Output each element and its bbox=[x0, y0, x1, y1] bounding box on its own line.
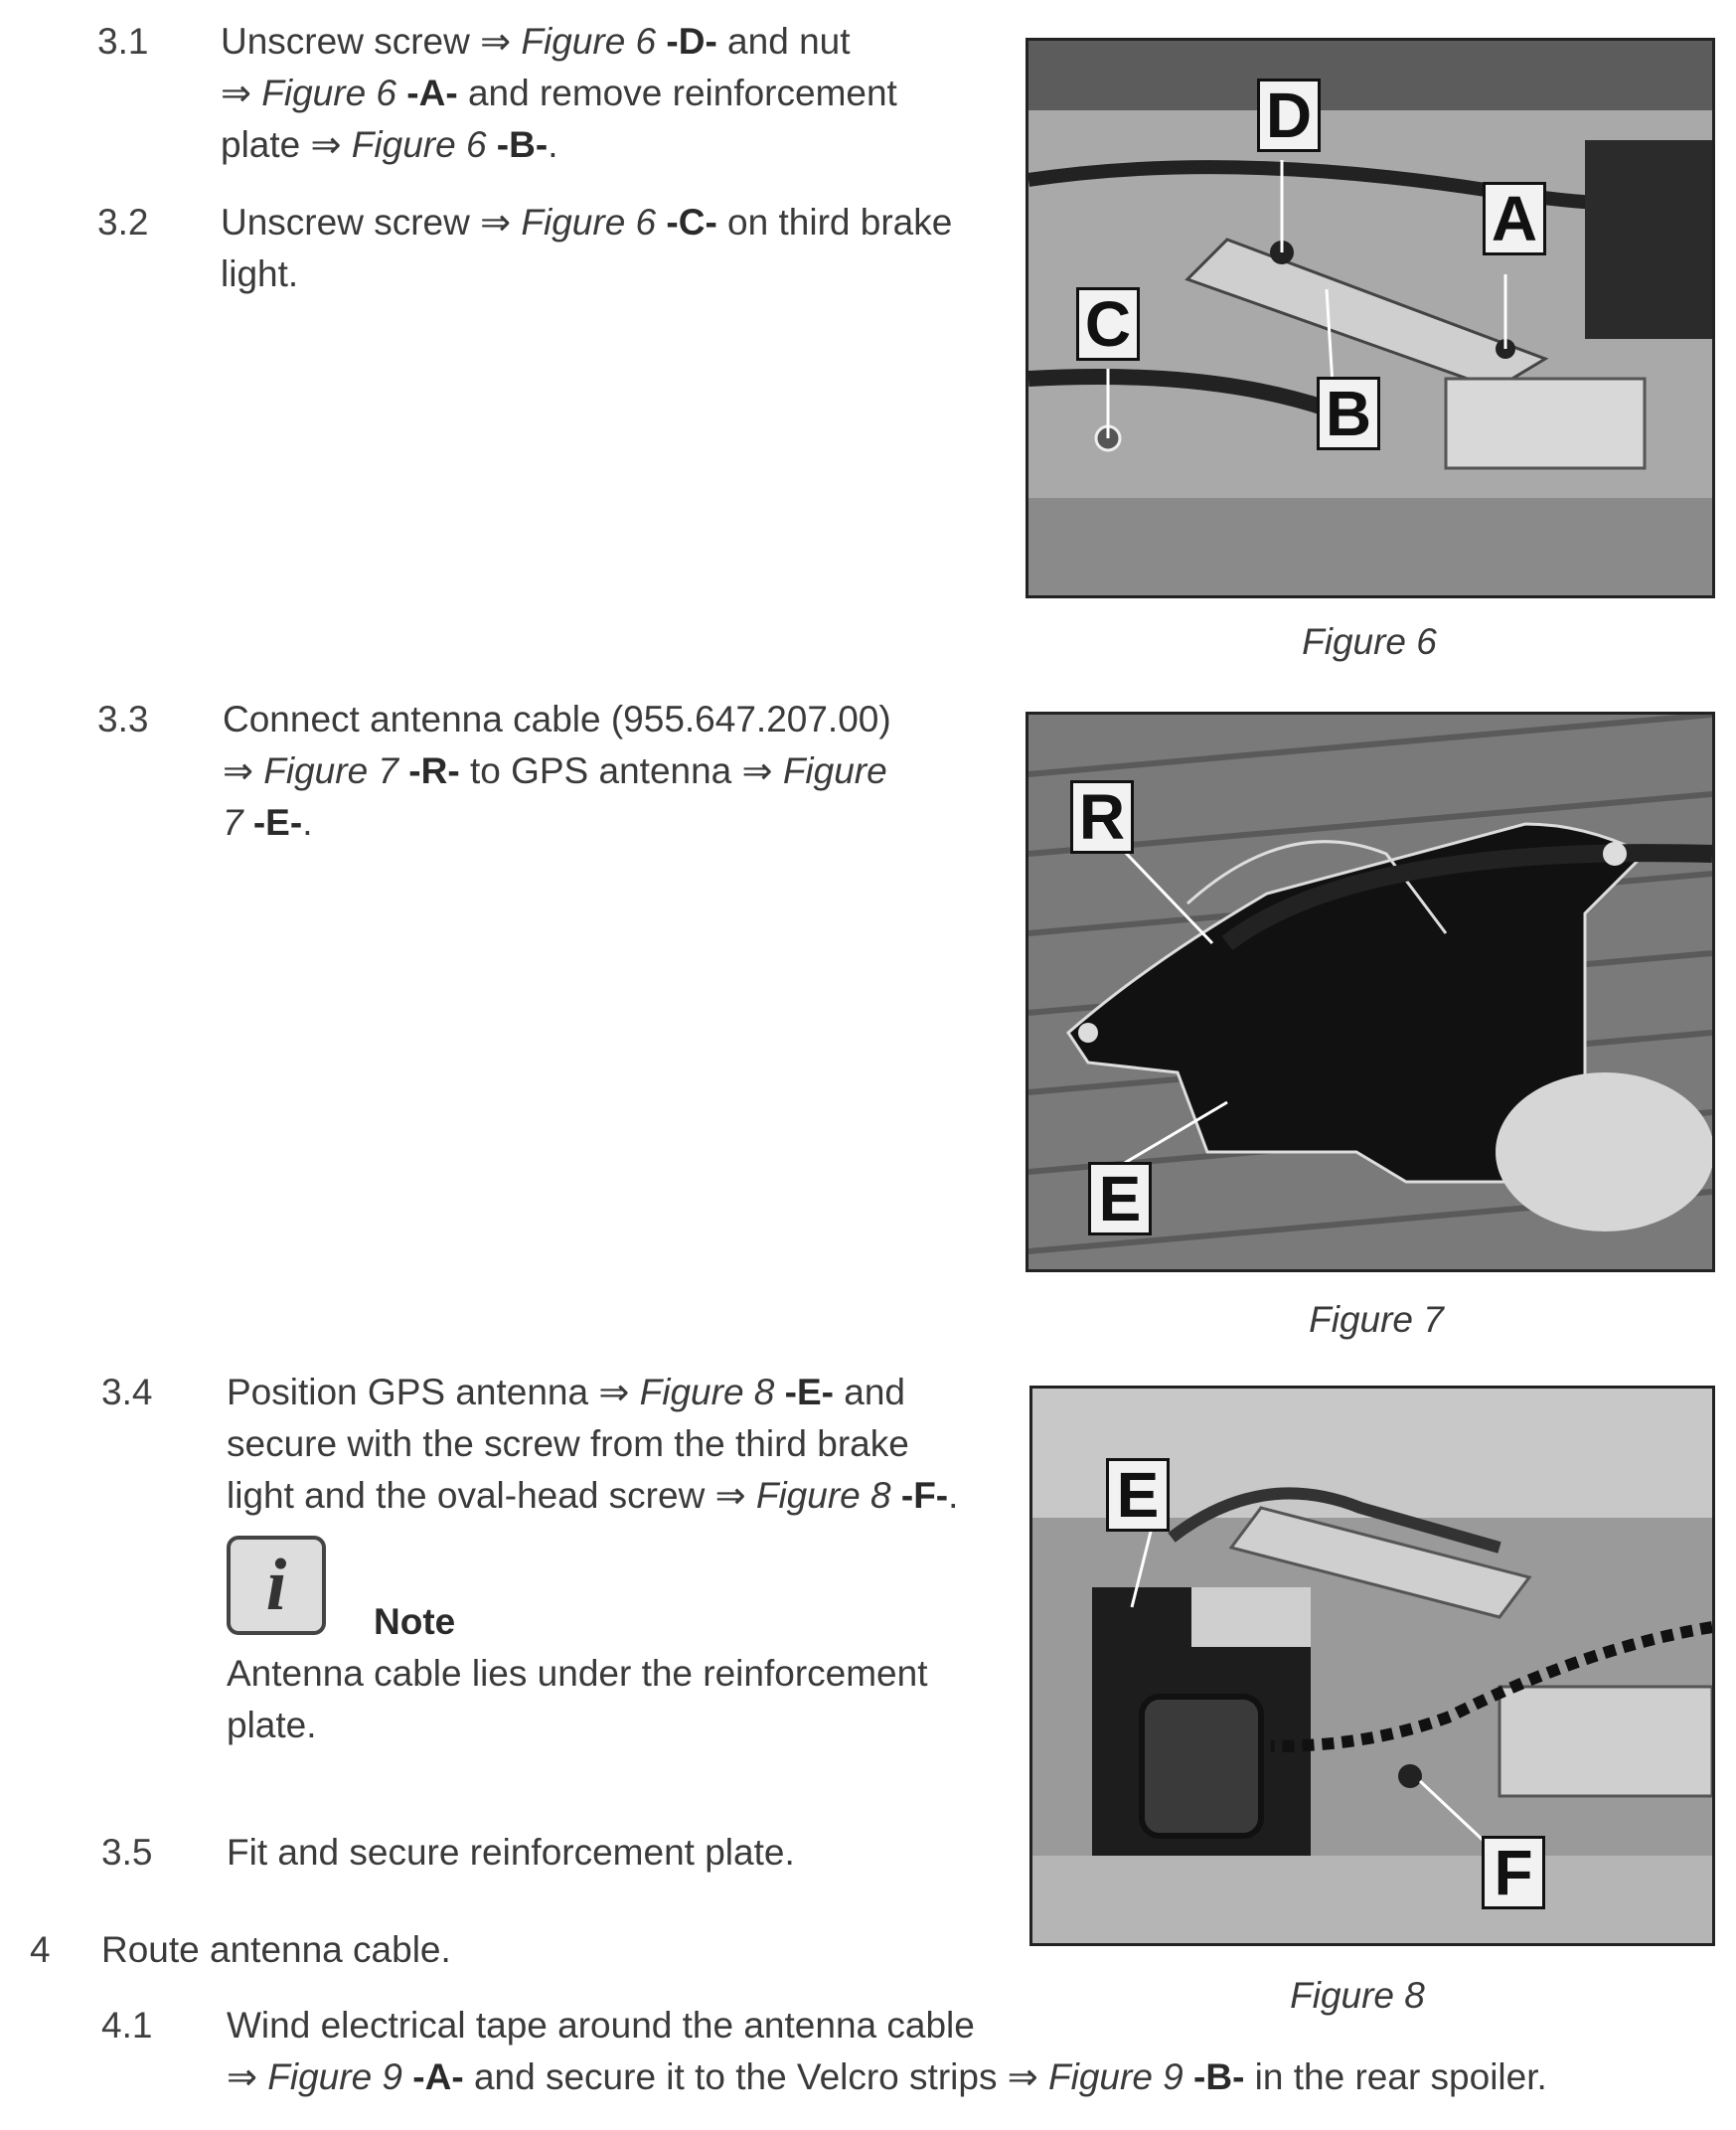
step-text bbox=[227, 1367, 958, 1522]
callout-label: D bbox=[1257, 79, 1321, 152]
step-line: ⇒ Figure 9 -A- and secure it to the Velcro strips ⇒ Figure 9 -B- in the rear spoiler. bbox=[227, 2056, 1547, 2097]
figure-7-photo bbox=[1026, 712, 1715, 1272]
figure-link[interactable]: ⇒ Figure 6 bbox=[480, 202, 657, 243]
step-line: ⇒ Figure 7 -R- to GPS antenna ⇒ Figure bbox=[223, 750, 887, 791]
figure-6-photo bbox=[1026, 38, 1715, 598]
step-text bbox=[221, 16, 897, 171]
step-text bbox=[223, 694, 891, 849]
figure-caption: Figure 8 bbox=[1290, 1975, 1425, 2016]
step-text: Fit and secure reinforcement plate. bbox=[227, 1832, 795, 1873]
step-line: 7 -E-. bbox=[223, 802, 313, 843]
info-icon: i bbox=[227, 1536, 326, 1635]
step-line: Unscrew screw ⇒ Figure 6 -C- on third brake bbox=[221, 202, 953, 243]
callout-label: R bbox=[1070, 780, 1134, 854]
step-line: ⇒ Figure 6 -A- and remove reinforcement bbox=[221, 73, 897, 113]
figure-caption: Figure 6 bbox=[1302, 621, 1437, 662]
step-line: Unscrew screw ⇒ Figure 6 -D- and nut bbox=[221, 21, 851, 62]
step-line: secure with the screw from the third brake bbox=[227, 1423, 909, 1464]
figure-link[interactable]: ⇒ Figure 6 bbox=[480, 21, 657, 62]
step-line: light. bbox=[221, 253, 299, 294]
step-text: Route antenna cable. bbox=[101, 1929, 451, 1970]
note-text bbox=[227, 1648, 928, 1751]
figure-link[interactable]: ⇒ Figure 9 bbox=[1007, 2056, 1184, 2097]
figure-link[interactable]: ⇒ Figure 6 bbox=[310, 124, 487, 165]
callout-label: B bbox=[1317, 377, 1380, 450]
figure-8-photo bbox=[1029, 1386, 1715, 1946]
figure-link[interactable]: ⇒ Figure 9 bbox=[227, 2056, 403, 2097]
step-text bbox=[221, 197, 952, 300]
step-line: light and the oval-head screw ⇒ Figure 8 -F-. bbox=[227, 1475, 959, 1516]
step-number: 4 bbox=[30, 1929, 51, 1970]
step-line: Wind electrical tape around the antenna cable bbox=[227, 2005, 975, 2046]
callout-label: F bbox=[1482, 1836, 1545, 1909]
step-number: 3.4 bbox=[101, 1372, 153, 1412]
step-number: 3.3 bbox=[97, 699, 149, 739]
step-number: 4.1 bbox=[101, 2005, 153, 2046]
note-title: Note bbox=[374, 1601, 456, 1642]
figure-link[interactable]: ⇒ Figure bbox=[741, 750, 887, 791]
step-number: 3.5 bbox=[101, 1832, 153, 1873]
figure-link[interactable]: ⇒ Figure 6 bbox=[221, 73, 397, 113]
figure-link[interactable]: ⇒ Figure 7 bbox=[223, 750, 399, 791]
note-line: plate. bbox=[227, 1705, 317, 1745]
callout-label: C bbox=[1076, 287, 1140, 361]
callout-label: E bbox=[1106, 1458, 1170, 1532]
step-line: Position GPS antenna ⇒ Figure 8 -E- and bbox=[227, 1372, 905, 1412]
step-number: 3.2 bbox=[97, 202, 149, 243]
step-line: Connect antenna cable (955.647.207.00) bbox=[223, 699, 891, 739]
callout-label: E bbox=[1088, 1162, 1152, 1235]
figure-caption: Figure 7 bbox=[1309, 1299, 1444, 1340]
callout-label: A bbox=[1483, 182, 1546, 255]
figure-link[interactable]: ⇒ Figure 8 bbox=[598, 1372, 775, 1412]
step-line: plate ⇒ Figure 6 -B-. bbox=[221, 124, 558, 165]
note-line: Antenna cable lies under the reinforcement bbox=[227, 1653, 928, 1694]
step-number: 3.1 bbox=[97, 21, 149, 62]
figure-link[interactable]: ⇒ Figure 8 bbox=[714, 1475, 891, 1516]
